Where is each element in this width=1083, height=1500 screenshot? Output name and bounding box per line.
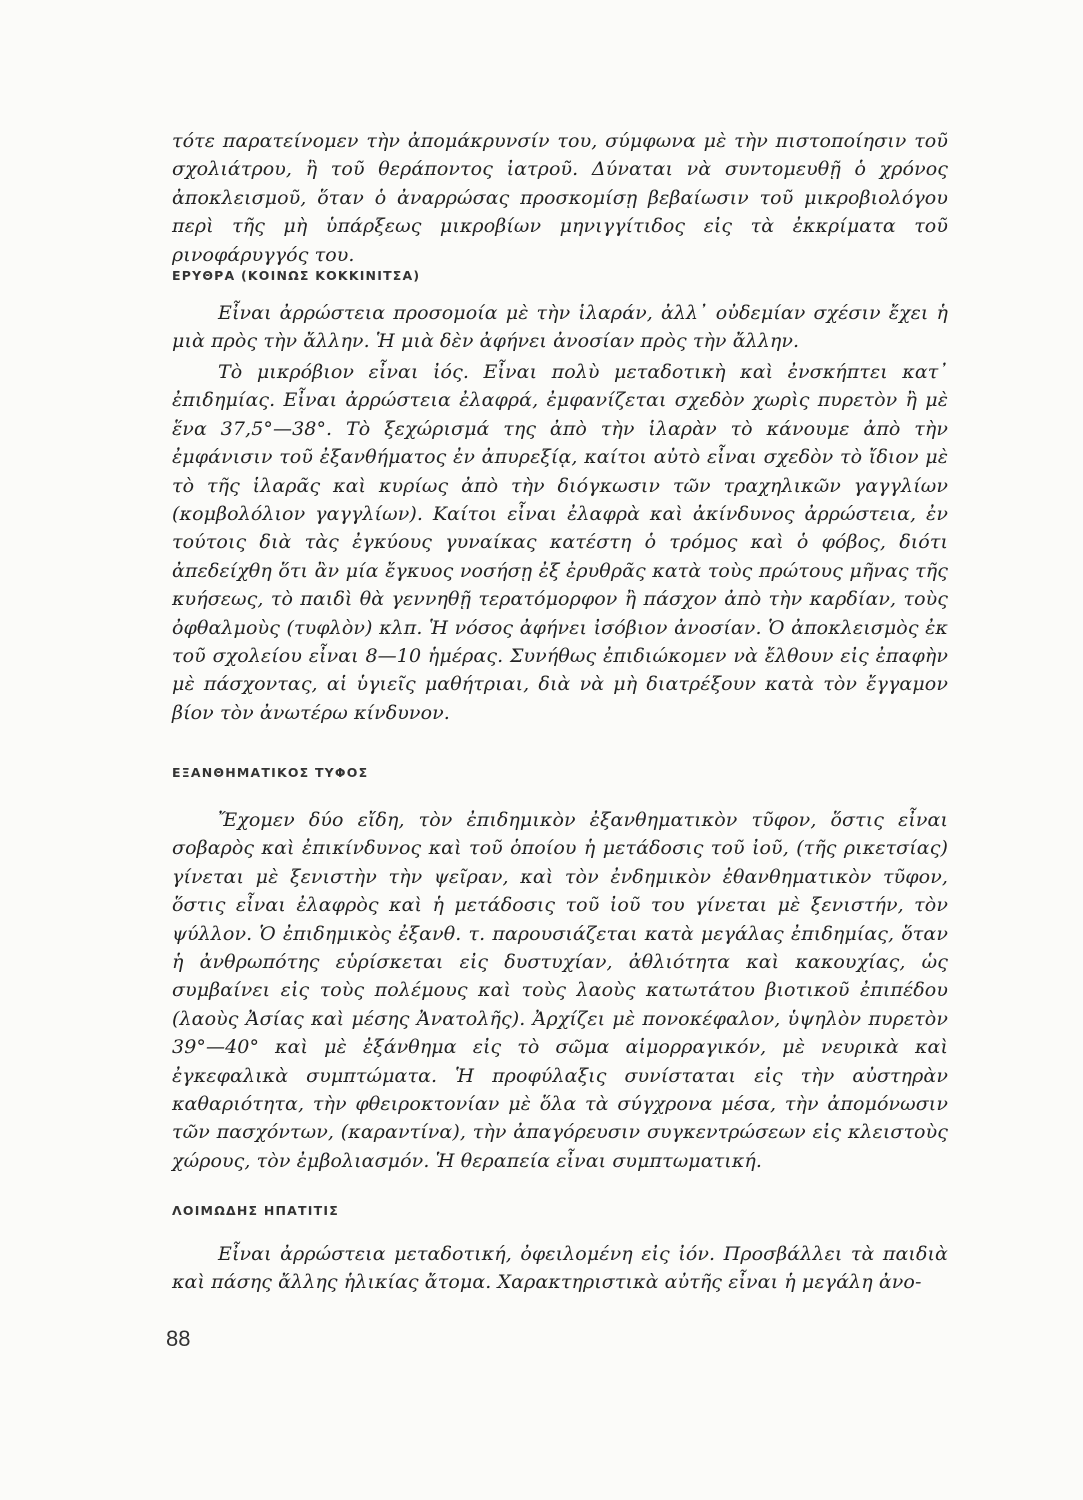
paragraph-erythra-body: Τὸ μικρόβιον εἶναι ἰός. Εἶναι πολὺ μεταδοτικὴ καὶ ἐνσκήπτει κατ᾽ ἐπιδημίας. Εἶναι ἀρρώστεια ἐλαφρά, ἐμφανίζεται σχεδὸν χωρὶς πυρετὸν ἢ μὲ ἕνα 37,5°—38°. Τὸ ξεχώρισμά της ἀπὸ τὴν ἱλαρὰν τὸ κάνουμε ἀπὸ τὴν ἐμφάνισιν τοῦ ἐξανθήματος ἐν ἀπυρεξίᾳ, καίτοι αὐτὸ εἶναι σχεδὸν τὸ ἴδιον μὲ τὸ τῆς ἱλαρᾶς καὶ κυρίως ἀπὸ τὴν διόγκωσιν τῶν τραχηλικῶν γαγγλίων (κομβολόλιον γαγγλίων). Καίτοι εἶναι ἐλαφρὰ καὶ ἀκίνδυνος ἀρρώστεια, ἐν τούτοις διὰ τὰς ἐγκύους γυναίκας κατέστη ὁ τρόμος καὶ ὁ φόβος, διότι ἀπεδείχθη ὅτι ἂν μία ἔγκυος νοσήσῃ ἐξ ἐρυθρᾶς κατὰ τοὺς πρώτους μῆνας τῆς κυήσεως, τὸ παιδὶ θὰ γεννηθῇ τερατόμορφον ἢ πάσχον ἀπὸ τὴν καρδίαν, τοὺς ὀφθαλμοὺς (τυφλὸν) κλπ. Ἡ νόσος ἀφήνει ἰσόβιον ἀνοσίαν. Ὁ ἀποκλεισμὸς ἐκ τοῦ σχολείου εἶναι 8—10 ἡμέρας. Συνήθως ἐπιδιώκομεν νὰ ἔλθουν εἰς ἐπαφὴν μὲ πάσχοντας, αἱ ὑγιεῖς μαθήτριαι, διὰ νὰ μὴ διατρέξουν κατὰ τὸν ἔγγαμον βίον τὸν ἀνωτέρω κίνδυνον. [172,361,948,724]
heading-typhus: ΕΞΑΝΘΗΜΑΤΙΚΟΣ ΤΥΦΟΣ [172,765,369,780]
paragraph-meningitis-end: τότε παρατείνομεν τὴν ἀπομάκρυνσίν του, σύμφωνα μὲ τὴν πιστοποίησιν τοῦ σχολιάτρου, ἢ τοῦ θεράποντος ἰατροῦ. Δύναται νὰ συντομευθῇ ὁ χρόνος ἀποκλεισμοῦ, ὅταν ὁ ἀναρρώσας προσκομίσῃ βεβαίωσιν τοῦ μικροβιολόγου περὶ τῆς μὴ ὑπάρξεως μικροβίων μηνιγγίτιδος εἰς τὰ ἐκκρίματα τοῦ ρινοφάρυγγός του. [172,130,948,266]
paragraph-hepatitis-body: Εἶναι ἀρρώστεια μεταδοτική, ὀφειλομένη εἰς ἰόν. Προσβάλλει τὰ παιδιὰ καὶ πάσης ἄλλης ἡλικίας ἄτομα. Χαρακτηριστικὰ αὐτῆς εἶναι ἡ μεγάλη ἀνο- [172,1243,948,1294]
paragraph-erythra-intro: Εἶναι ἀρρώστεια προσομοία μὲ τὴν ἱλαράν, ἀλλ᾽ οὐδεμίαν σχέσιν ἔχει ἡ μιὰ πρὸς τὴν ἄλλην. Ἡ μιὰ δὲν ἀφήνει ἀνοσίαν πρὸς τὴν ἄλλην. [172,302,948,353]
heading-hepatitis: ΛΟΙΜΩΔΗΣ ΗΠΑΤΙΤΙΣ [172,1203,339,1218]
page-number: 88 [166,1326,191,1351]
heading-erythra: ΕΡΥΘΡΑ (ΚΟΙΝΩΣ ΚΟΚΚΙΝΙΤΣΑ) [172,268,421,283]
paragraph-typhus-body: Ἔχομεν δύο εἴδη, τὸν ἐπιδημικὸν ἐξανθηματικὸν τῦφον, ὅστις εἶναι σοβαρὸς καὶ ἐπικίνδυνος καὶ τοῦ ὁποίου ἡ μετάδοσις τοῦ ἰοῦ, (τῆς ρικετσίας) γίνεται μὲ ξενιστὴν τὴν ψεῖραν, καὶ τὸν ἐνδημικὸν ἐθανθηματικὸν τῦφον, ὅστις εἶναι ἐλαφρὸς καὶ ἡ μετάδοσις τοῦ ἰοῦ του γίνεται μὲ ξενιστήν, τὸν ψύλλον. Ὁ ἐπιδημικὸς ἐξανθ. τ. παρουσιάζεται κατὰ μεγάλας ἐπιδημίας, ὅταν ἡ ἀνθρωπότης εὑρίσκεται εἰς δυστυχίαν, ἀθλιότητα καὶ κακουχίας, ὡς συμβαίνει εἰς τοὺς πολέμους καὶ τοὺς λαοὺς κατωτάτου βιοτικοῦ ἐπιπέδου (λαοὺς Ἀσίας καὶ μέσης Ἀνατολῆς). Ἀρχίζει μὲ πονοκέφαλον, ὑψηλὸν πυρετὸν 39°—40° καὶ μὲ ἐξάνθημα εἰς τὸ σῶμα αἱμορραγικόν, μὲ νευρικὰ καὶ ἐγκεφαλικὰ συμπτώματα. Ἡ προφύλαξις συνίσταται εἰς τὴν αὐστηρὰν καθαριότητα, τὴν φθειροκτονίαν μὲ ὅλα τὰ σύγχρονα μέσα, τὴν ἀπομόνωσιν τῶν πασχόντων, (καραντίνα), τὴν ἀπαγόρευσιν συγκεντρώσεων εἰς κλειστοὺς χώρους, τὸν ἐμβολιασμόν. Ἡ θεραπεία εἶναι συμπτωματική. [172,809,948,1172]
